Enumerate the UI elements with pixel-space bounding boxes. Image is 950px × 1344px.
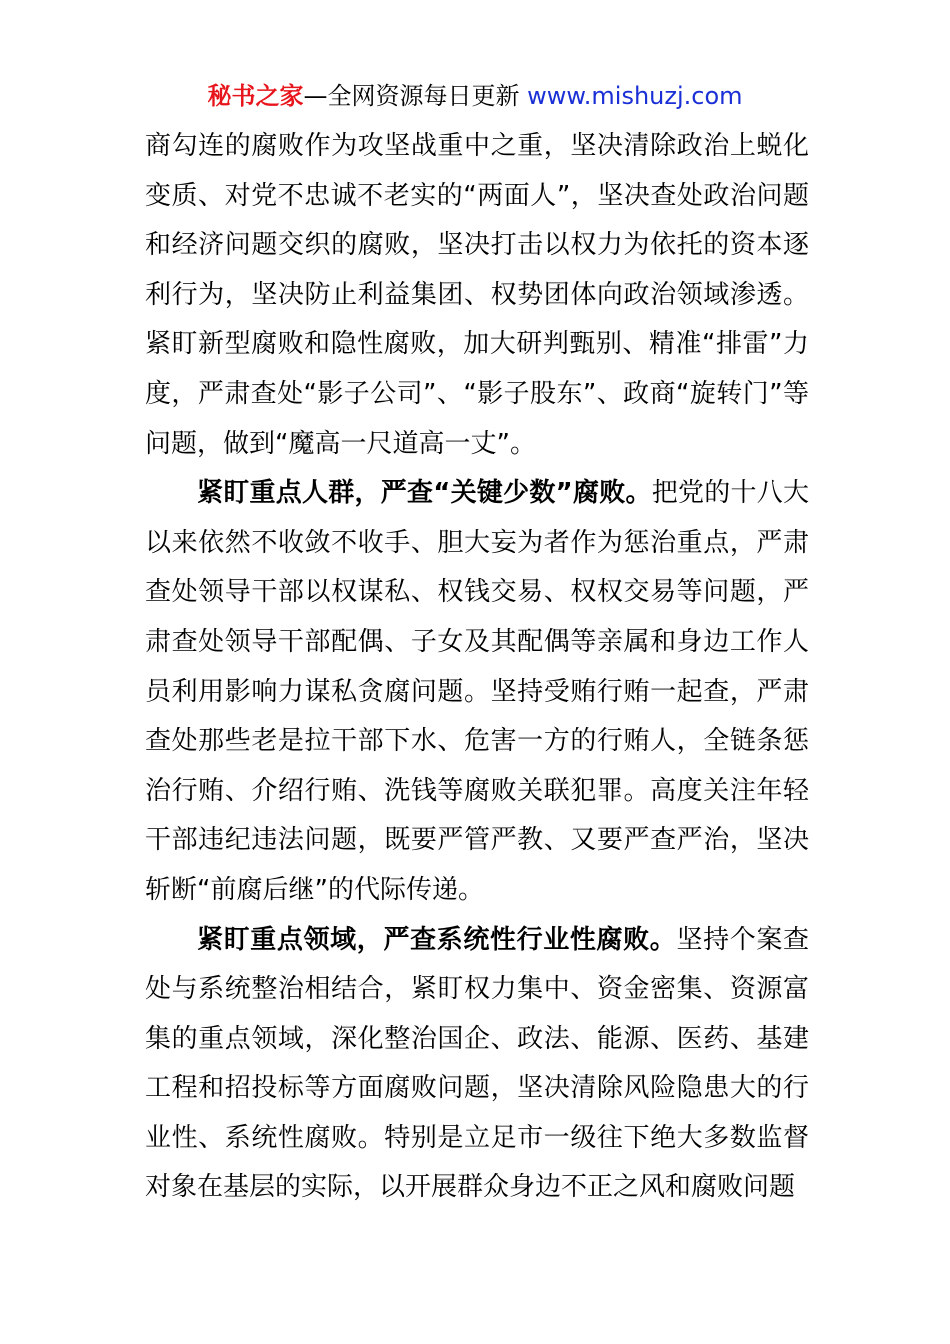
paragraph-text: 商勾连的腐败作为攻坚战重中之重，坚决清除政治上蜕化变质、对党不忠诚不老实的“两面人”，坚决查处政治问题和经济问题交织的腐败，坚决打击以权力为依托的资本逐利行为，坚决防止利益集团、权势团体向政治领域渗透。紧盯新型腐败和隐性腐败，加大研判甄别、精准“排雷”力度，严肃查处“影子公司”、“影子股东”、政商“旋转门”等问题，做到“魔高一尺道高一丈”。 bbox=[145, 131, 809, 459]
paragraph-text: 坚持个案查处与系统整治相结合，紧盯权力集中、资金密集、资源富集的重点领域，深化整治国企、政法、能源、医药、基建工程和招投标等方面腐败问题，坚决清除风险隐患大的行业性、系统性腐败。特别是立足市一级往下绝大多数监督对象在基层的实际，以开展群众身边不正之风和腐败问题 bbox=[145, 924, 809, 1203]
document-body bbox=[145, 122, 809, 1213]
paragraph-heading: 紧盯重点领域，严查系统性行业性腐败。 bbox=[197, 924, 677, 955]
site-url-link[interactable]: www.mishuzj.com bbox=[519, 82, 743, 110]
paragraph-heading: 紧盯重点人群，严查“关键少数”腐败。 bbox=[197, 478, 652, 509]
site-header bbox=[0, 80, 950, 112]
site-tagline: —全网资源每日更新 bbox=[303, 82, 520, 110]
paragraph-key-groups bbox=[145, 469, 809, 915]
paragraph-continuation bbox=[145, 122, 809, 469]
site-name: 秘书之家 bbox=[207, 82, 304, 110]
paragraph-text: 把党的十八大以来依然不收敛不收手、胆大妄为者作为惩治重点，严肃查处领导干部以权谋私、权钱交易、权权交易等问题，严肃查处领导干部配偶、子女及其配偶等亲属和身边工作人员利用影响力谋私贪腐问题。坚持受贿行贿一起查，严肃查处那些老是拉干部下水、危害一方的行贿人，全链条惩治行贿、介绍行贿、洗钱等腐败关联犯罪。高度关注年轻干部违纪违法问题，既要严管严教、又要严查严治，坚决斩断“前腐后继”的代际传递。 bbox=[145, 478, 809, 905]
paragraph-key-fields bbox=[145, 916, 809, 1214]
